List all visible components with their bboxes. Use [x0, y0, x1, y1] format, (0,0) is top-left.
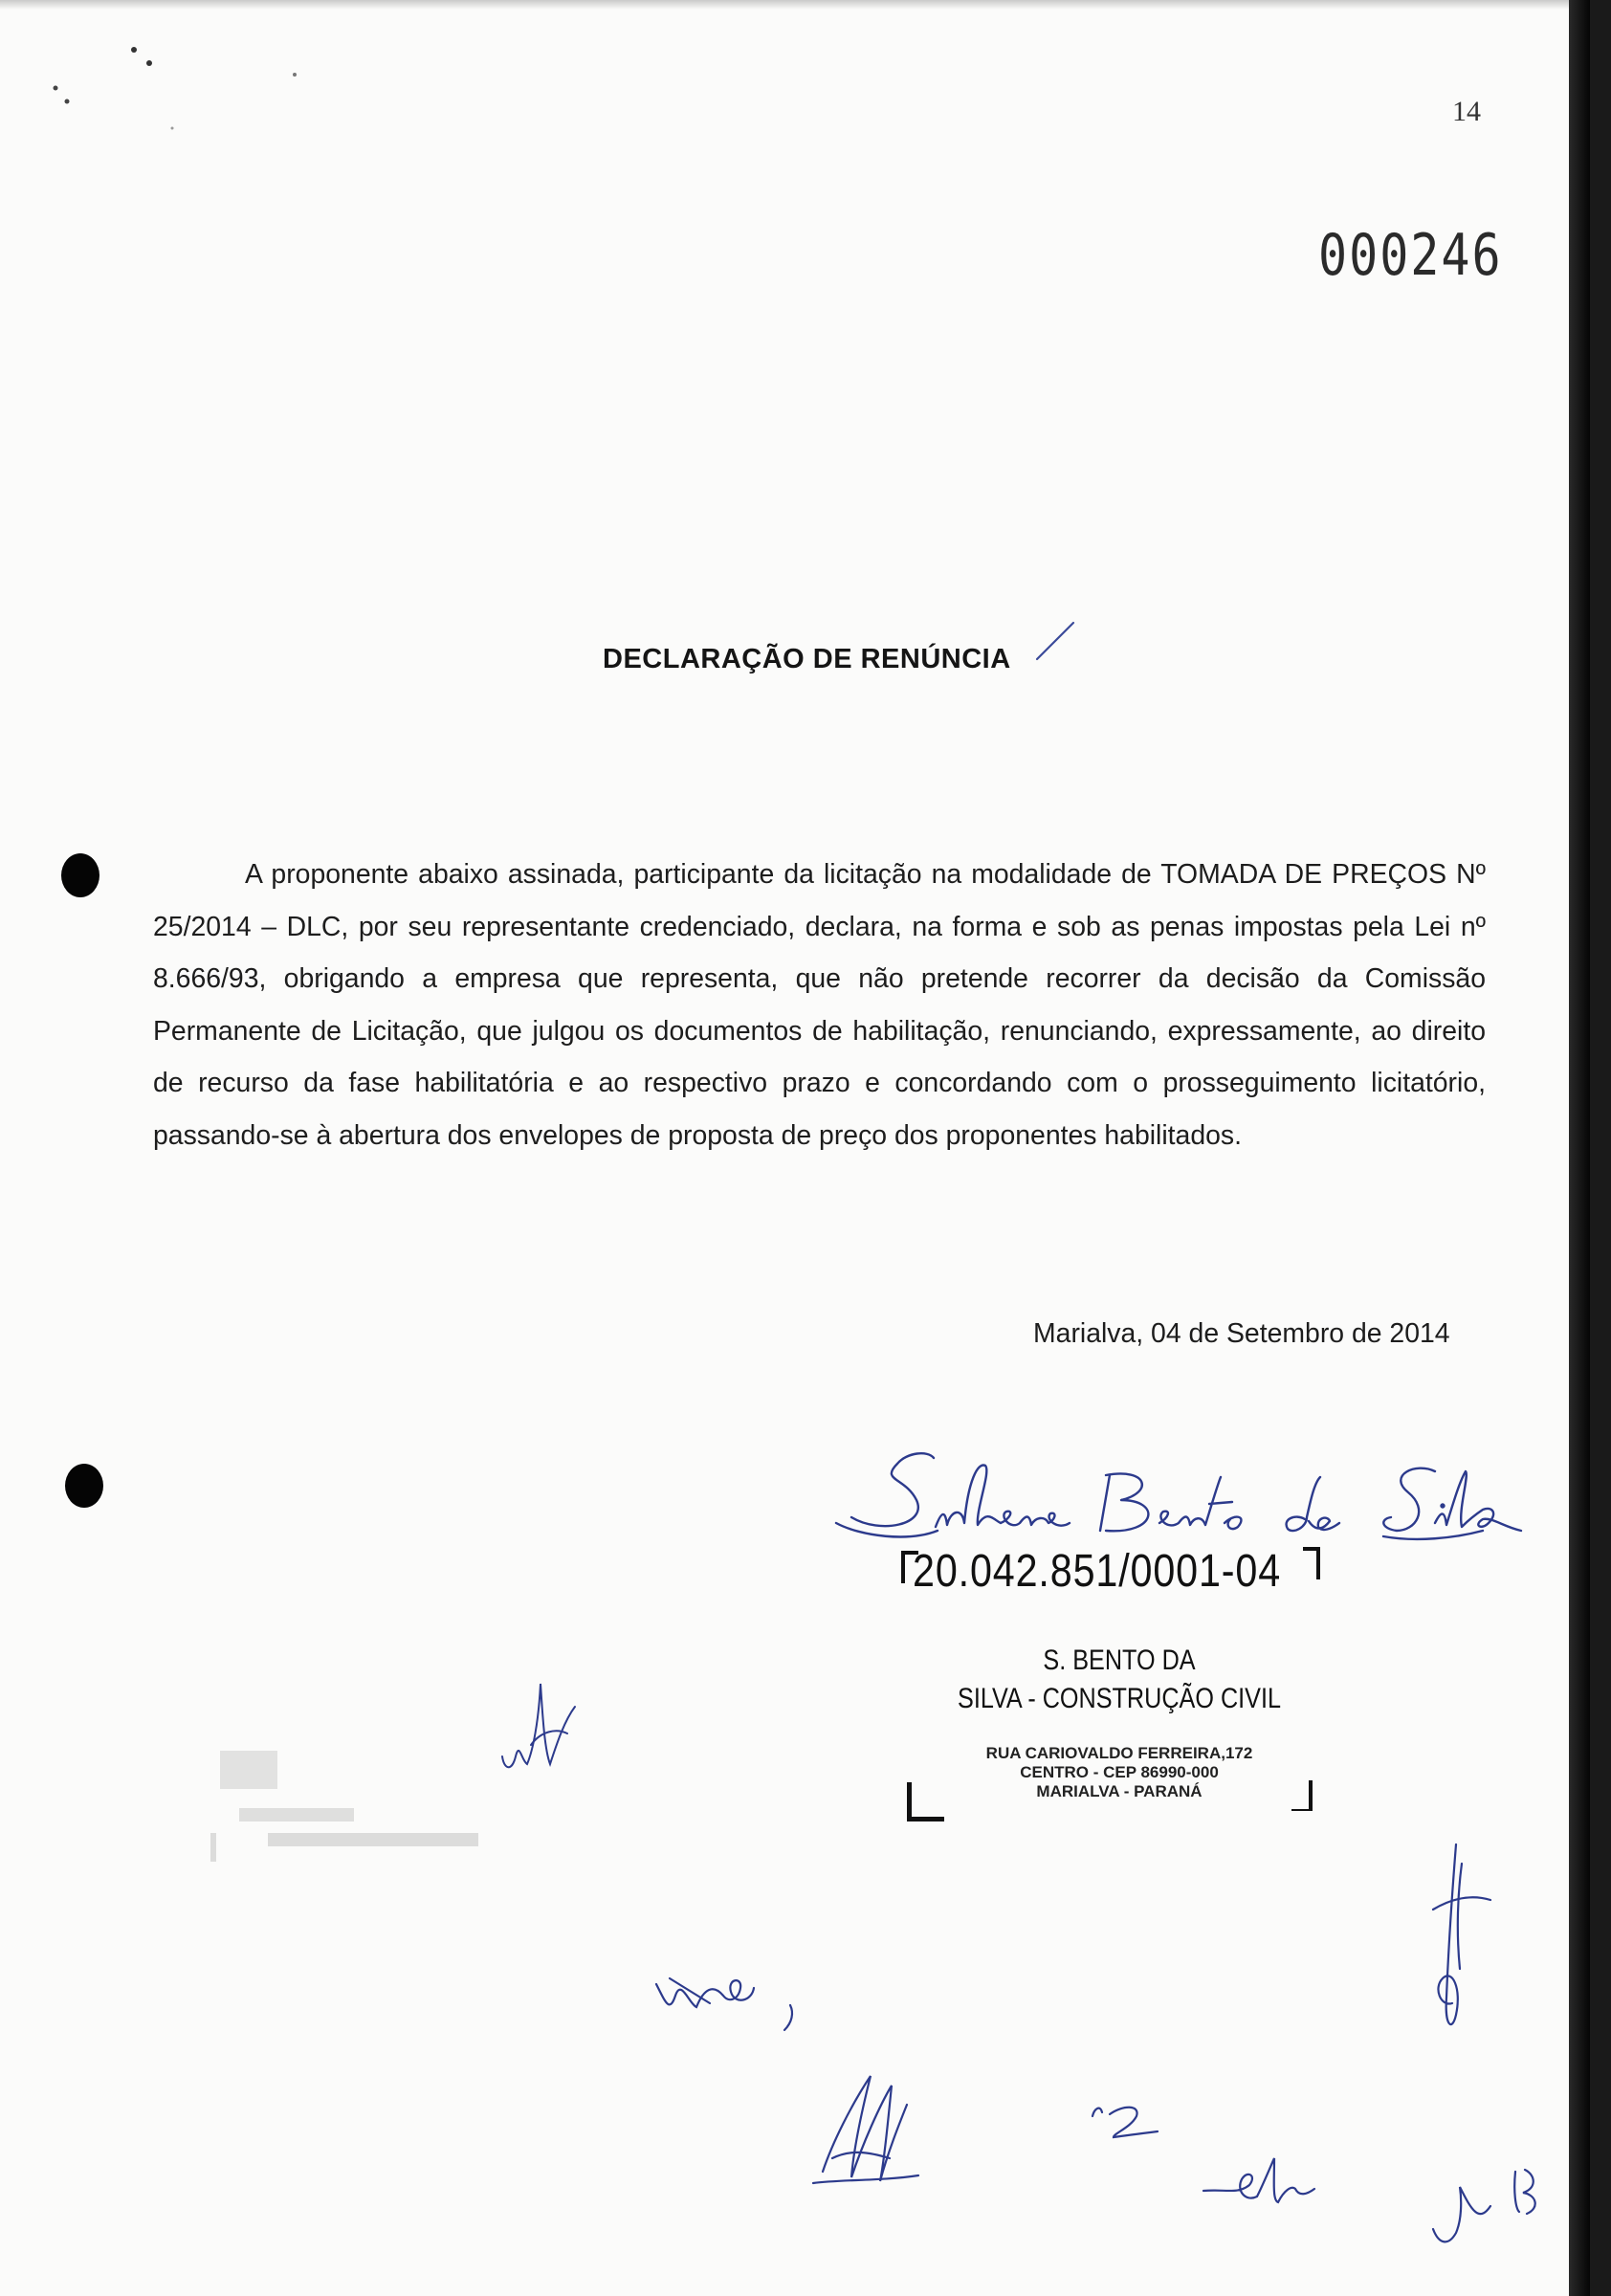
- document-title: DECLARAÇÃO DE RENÚNCIA: [603, 644, 1011, 674]
- declaration-body: [153, 849, 1486, 1161]
- vertical-rubric: [1423, 1835, 1510, 2045]
- stamp-corner: [1303, 1547, 1320, 1579]
- stamp-corner: [1291, 1780, 1313, 1811]
- place-and-date: Marialva, 04 de Setembro de 2014: [1033, 1318, 1450, 1349]
- company-stamp: [890, 1545, 1349, 1832]
- scan-speckles: [38, 29, 325, 163]
- declaration-paragraph: A proponente abaixo assinada, participante da licitação na modalidade de TOMADA DE PREÇOS Nº 25/2014 – DLC, por seu representante credenciado, declara, na forma e sob as penas impostas pela Lei nº 8.666/93, obrigando a empresa que representa, que não pretende recorrer da decisão da Comissão Permanente de Licitação, que julgou os documentos de habilitação, renunciando, expressamente, ao direito de recurso da fase habilitatória e ao respectivo prazo e concordando com o prosseguimento licitatório, passando-se à abertura dos envelopes de proposta de preço dos proponentes habilitados.: [153, 859, 1486, 1151]
- initials-scribble-2: [804, 2066, 976, 2200]
- company-address: [947, 1744, 1291, 1801]
- company-name-line2: SILVA - CONSTRUÇÃO CIVIL: [958, 1683, 1281, 1714]
- address-city: MARIALVA - PARANÁ: [1036, 1782, 1203, 1800]
- mark-scribble-3: [1081, 2095, 1167, 2152]
- mark-scribble-5: [1423, 2152, 1557, 2258]
- punch-hole-top: [61, 853, 99, 897]
- address-district: CENTRO - CEP 86990-000: [1020, 1763, 1219, 1781]
- scan-top-edge: [0, 0, 1590, 10]
- initials-scribble-1: [647, 1946, 819, 2042]
- pen-tick-mark-icon: [1031, 617, 1079, 665]
- stamp-corner: [907, 1782, 944, 1821]
- sheet-number-stamp: 000246: [1318, 222, 1503, 289]
- mark-scribble-4: [1196, 2152, 1368, 2229]
- scan-right-edge: [1569, 0, 1590, 2296]
- address-street: RUA CARIOVALDO FERREIRA,172: [985, 1744, 1253, 1762]
- company-name-line1: S. BENTO DA: [1043, 1645, 1196, 1676]
- company-cnpj: 20.042.851/0001-04: [913, 1546, 1282, 1597]
- bleed-through-stamp: [210, 1732, 517, 1866]
- page-number: 14: [1452, 96, 1481, 127]
- punch-hole-bottom: [65, 1464, 103, 1508]
